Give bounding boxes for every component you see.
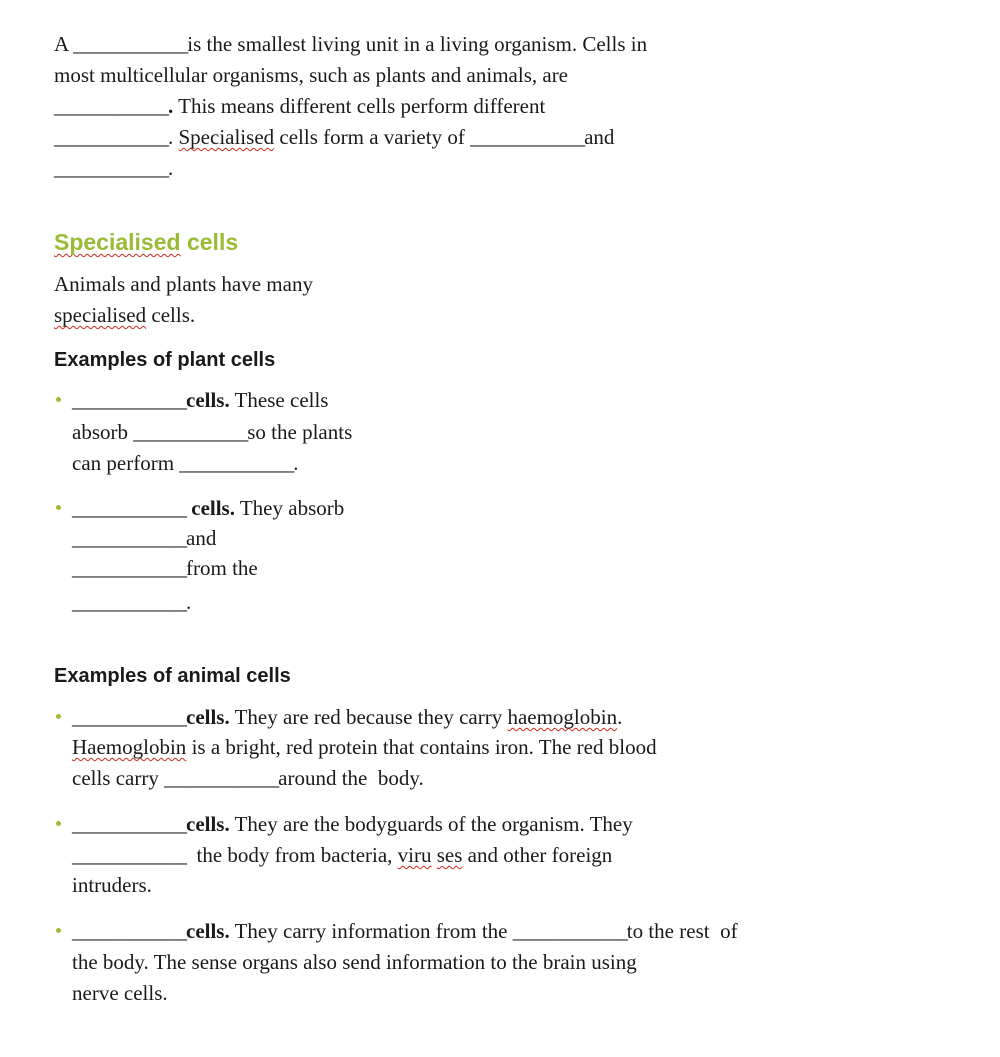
spellcheck-word: haemoglobin — [507, 705, 618, 729]
list-line: the body. The sense organs also send information to the brain using — [72, 950, 637, 974]
list-line: intruders. — [72, 873, 152, 897]
list-line: nerve cells. — [72, 981, 168, 1005]
bullet-icon — [56, 505, 61, 510]
fill-blank[interactable]: ____________ — [470, 125, 585, 149]
list-line: ____________from the — [72, 556, 258, 580]
list-line: Haemoglobin is a bright, red protein that contains iron. The red blood — [72, 735, 657, 759]
list-line: ____________cells. They are the bodyguards of the organism. They — [72, 812, 633, 836]
spellcheck-word: viru — [397, 843, 432, 867]
list-line: can perform ____________. — [72, 451, 299, 475]
fill-blank[interactable]: ____________ — [72, 526, 186, 550]
fill-blank[interactable]: ____________ — [72, 812, 186, 836]
fill-blank[interactable]: ____________ — [54, 94, 168, 118]
list-line: ____________ the body from bacteria, viru ses and other foreign — [72, 843, 613, 867]
fill-blank[interactable]: ____________ — [54, 156, 168, 180]
fill-blank[interactable]: ____________ — [72, 843, 186, 867]
fill-blank[interactable]: ____________ — [164, 766, 279, 790]
spellcheck-word: Specialised — [54, 229, 181, 255]
fill-blank[interactable]: ____________ — [72, 496, 186, 520]
list-line: cells carry ____________around the body. — [72, 766, 424, 790]
fill-blank[interactable]: ____________ — [72, 919, 186, 943]
fill-blank[interactable]: ____________ — [512, 919, 627, 943]
fill-blank[interactable]: ____________ — [72, 705, 186, 729]
fill-blank[interactable]: ____________ — [54, 125, 168, 149]
fill-blank[interactable]: ____________ — [72, 388, 186, 412]
spellcheck-word: ses — [436, 843, 463, 867]
spellcheck-word: specialised — [54, 303, 147, 327]
bullet-icon — [56, 397, 61, 402]
fill-blank[interactable]: ____________ — [73, 32, 188, 56]
fill-blank[interactable]: ____________ — [72, 556, 186, 580]
spellcheck-word: Haemoglobin — [72, 735, 187, 759]
specialised-paragraph-line-2: specialised cells. — [54, 303, 196, 327]
fill-blank[interactable]: ____________ — [179, 451, 294, 475]
section-heading-specialised-cells: Specialised cells — [54, 229, 239, 255]
bullet-icon — [56, 928, 61, 933]
subheading-animal-cells: Examples of animal cells — [54, 665, 291, 687]
intro-line-3: ____________. This means different cells perform different — [54, 94, 546, 118]
intro-line-2: most multicellular organisms, such as plants and animals, are — [54, 63, 569, 87]
fill-blank[interactable]: ____________ — [72, 590, 186, 614]
intro-line-1: A ____________is the smallest living unit in a living organism. Cells in — [54, 32, 648, 56]
intro-line-4: ____________. Specialised cells form a variety of ____________and — [54, 125, 615, 149]
bullet-icon — [56, 714, 61, 719]
list-line: ____________ cells. They absorb — [72, 496, 345, 520]
list-line: ____________cells. These cells — [72, 388, 329, 412]
list-line: absorb ____________so the plants — [72, 420, 353, 444]
intro-line-5: ____________. — [54, 156, 174, 180]
list-line: ____________. — [72, 590, 192, 614]
fill-blank[interactable]: ____________ — [133, 420, 248, 444]
list-line: ____________and — [72, 526, 217, 550]
spellcheck-word: Specialised — [178, 125, 275, 149]
list-line: ____________cells. They carry information from the ____________to the rest of — [72, 919, 738, 943]
list-line: ____________cells. They are red because they carry haemoglobin. — [72, 705, 623, 729]
bullet-icon — [56, 821, 61, 826]
specialised-paragraph-line-1: Animals and plants have many — [54, 272, 313, 296]
subheading-plant-cells: Examples of plant cells — [54, 349, 276, 371]
